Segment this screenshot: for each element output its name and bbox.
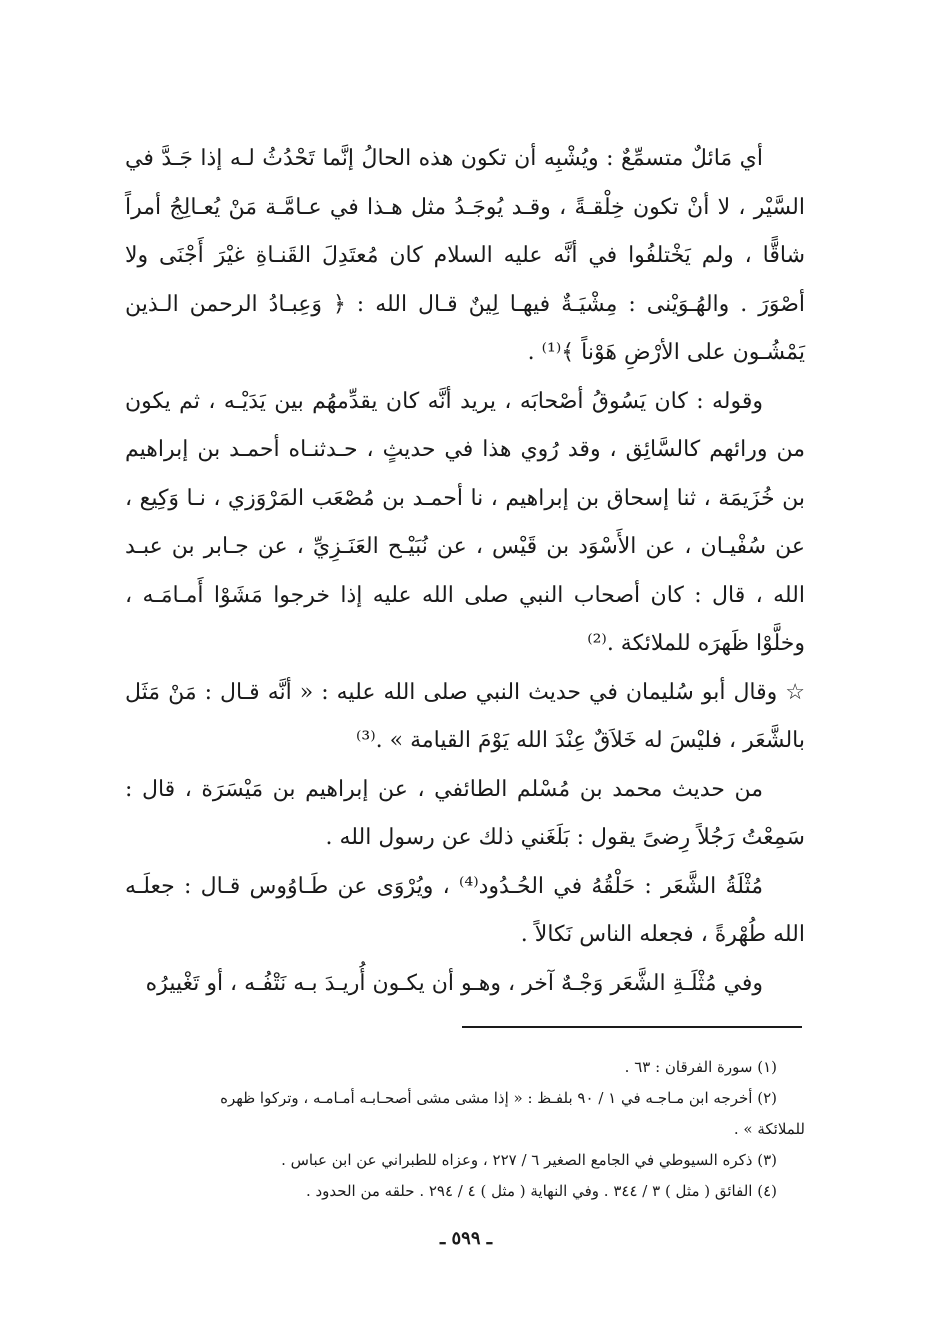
paragraph-1: أي مَائلٌ متسمِّعٌ : ويُشْبِه أن تكون هذه الحالُ إنَّما تَحْدُثُ لـه إذا جَـدَّ في السَّيْر ، لا أنْ تكون خِلْقـةً ، وقـد يُوجَـدُ مثل هـذا في عـامَّـة مَنْ يُعـالِجُ أمراً شاقًّا ، ولم يَخْتلفُوا في أنَّه عليه السلام كان مُعتَدِلَ القَنـاةِ غيْرَ أَجْنَى ولا أصْوَرَ . والهُـوَيْنى : مِشْيَـةٌ فيهـا لِينٌ قـال الله : ﴿ وَعِبـادُ الرحمن الـذين يَمْشُـون على الأرْضِ هَوْناً ﴾⁽¹⁾ .: [125, 146, 805, 365]
paragraph-5: مُثْلَةُ الشَّعَر : حَلْقُهُ في الحُـدُود⁽⁴⁾ ، ويُرْوَى عن طَـاوُوس قـال : جعلَـه الله طُهْرةً ، فجعله الناس نَكالاً .: [125, 873, 805, 947]
footnote-1: (١) سورة الفرقان : ٦٣ .: [624, 1058, 777, 1076]
paragraph-6: وفي مُثْلَـةِ الشَّعَر وَجْـهٌ آخر ، وهـو أن يكـون أُريـدَ بـه نَتْفُـه ، أو تَغْييرُه: [145, 970, 763, 996]
main-text: [125, 135, 805, 1008]
footnote-2: (٢) أخرجه ابن مـاجـه في ١ / ٩٠ بلفـظ : « إذا مشى مشى أصحـابـه أمـامـه ، وتركوا ظهره: [220, 1089, 777, 1107]
paragraph-2: وقوله : كان يَسُوقُ أصْحابَه ، يريد أنَّه كان يقدِّمهُم بين يَدَيْـه ، ثم يكون من ورائهم كالسَّائِق ، وقد رُوي هذا في حديثٍ ، حـدثنـاه أحمـد بن إبراهيم بن خُزَيمَة ، ثنا إسحاق بن إبراهيم ، نا أحمـد بن مُصْعَب المَرْوَزي ، نـا وَكِيع ، عن سُفْيـان ، عن الأَسْوَد بن قَيْس ، عن نُبَيْـح العَنَـزِيِّ ، عن جـابر بن عبـد الله ، قال : كان أصحاب النبي صلى الله عليه إذا خرجوا مَشَوْا أَمـامَـه ، وخلَّوْا ظَهرَه للملائكة .⁽²⁾: [125, 388, 805, 656]
paragraph-3: ☆ وقال أبو سُليمان في حديث النبي صلى الله عليه : « أنَّه قـال : مَنْ مَثَل بالشَّعَر ، فليْسَ له خَلاَقٌ عِنْدَ الله يَوْمَ القيامة » .⁽³⁾: [125, 679, 805, 753]
paragraph-4: من حديث محمد بن مُسْلم الطائفي ، عن إبراهيم بن مَيْسَرَة ، قال : سَمِعْتُ رَجُلاً رِضىً يقول : بَلَغَني ذلك عن رسول الله .: [125, 776, 805, 850]
footnote-divider: [462, 1026, 802, 1028]
footnote-4: (٤) الفائق ( مثل ) ٣ / ٣٤٤ . وفي النهاية ( مثل ) ٤ / ٢٩٤ . حلقه من الحدود .: [305, 1182, 777, 1200]
footnote-3: (٣) ذكره السيوطي في الجامع الصغير ٦ / ٢٢٧ ، وعزاه للطبراني عن ابن عباس .: [281, 1151, 777, 1169]
page-number: ـ ٥٩٩ ـ: [439, 1228, 493, 1249]
footnotes: [125, 1052, 805, 1207]
footnote-2-continuation: للملائكة » .: [733, 1120, 805, 1138]
